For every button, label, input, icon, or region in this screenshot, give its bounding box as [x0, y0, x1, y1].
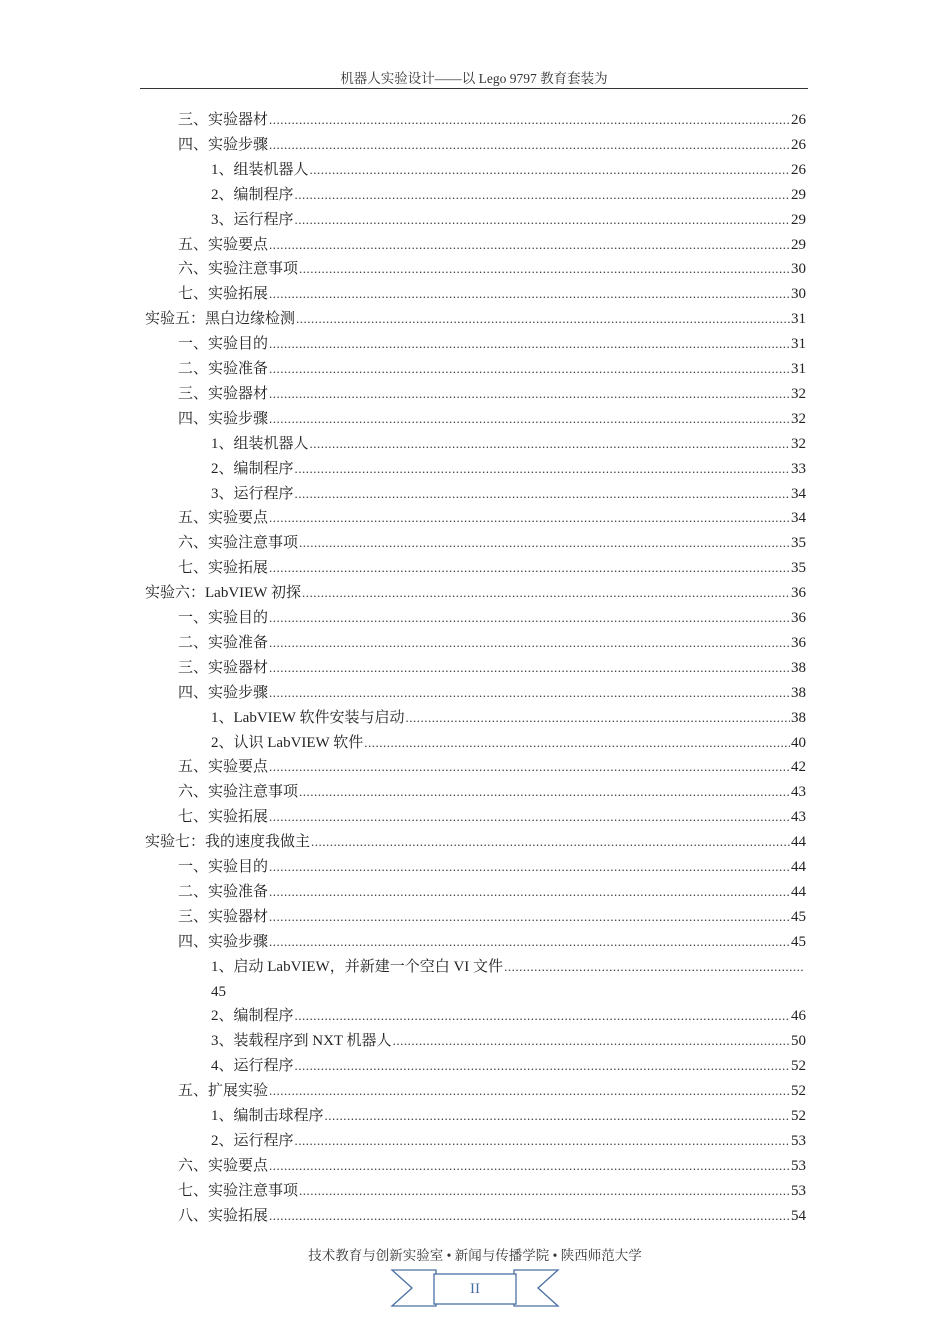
toc-leader-dots	[269, 408, 790, 430]
toc-entry-page: 38	[791, 684, 806, 701]
toc-entry[interactable]	[211, 732, 806, 754]
toc-entry[interactable]	[178, 906, 806, 928]
toc-entry-page: 45	[791, 933, 806, 950]
toc-leader-dots	[269, 881, 790, 903]
toc-entry-label: 六、实验注意事项	[178, 261, 299, 278]
toc-entry-label: 实验七：我的速度我做主	[145, 834, 311, 851]
toc-entry-page: 50	[791, 1033, 806, 1050]
toc-leader-dots	[269, 682, 790, 704]
toc-leader-dots	[269, 283, 790, 305]
toc-entry-label: 五、实验要点	[178, 759, 269, 776]
toc-entry-label: 五、实验要点	[178, 236, 269, 253]
toc-entry[interactable]	[211, 1005, 806, 1027]
toc-entry-page: 26	[791, 112, 806, 128]
running-header: 机器人实验设计——以 Lego 9797 教育套装为	[340, 71, 608, 86]
toc-entry-label: 二、实验准备	[178, 883, 269, 900]
toc-entry-page: 43	[791, 784, 806, 801]
toc-entry-page: 31	[791, 361, 806, 377]
toc-entry[interactable]	[178, 682, 806, 704]
toc-entry-page: 40	[791, 734, 806, 751]
toc-leader-dots	[269, 607, 790, 629]
toc-entry-page: 53	[791, 1182, 806, 1199]
toc-entry-label: 二、实验准备	[178, 634, 269, 651]
toc-entry-label: 1、LabVIEW 软件安装与启动	[211, 709, 405, 726]
toc-entry[interactable]	[211, 956, 806, 978]
toc-leader-dots	[269, 383, 790, 405]
toc-entry-label: 一、实验目的	[178, 336, 269, 353]
toc-entry[interactable]	[178, 507, 806, 529]
toc-leader-dots	[269, 856, 790, 878]
toc-leader-dots	[269, 806, 790, 828]
toc-entry[interactable]	[178, 234, 806, 256]
toc-entry-label: 三、实验器材	[178, 908, 269, 925]
toc-entry[interactable]	[178, 383, 806, 405]
toc-entry-label: 五、扩展实验	[178, 1083, 269, 1100]
toc-entry[interactable]	[178, 532, 806, 554]
toc-entry-label: 1、组装机器人	[211, 435, 309, 452]
toc-entry-label: 3、运行程序	[211, 211, 294, 228]
toc-entry[interactable]	[178, 1180, 806, 1202]
toc-entry-page: 36	[791, 634, 806, 651]
toc-leader-dots	[269, 134, 790, 156]
toc-leader-dots	[295, 483, 790, 505]
toc-entry-label: 实验六：LabVIEW 初探	[145, 585, 301, 602]
toc-entry-page: 52	[791, 1083, 806, 1100]
toc-leader-dots	[364, 732, 790, 754]
toc-leader-dots	[269, 557, 790, 579]
toc-leader-dots	[269, 632, 790, 654]
toc-leader-dots	[269, 1205, 790, 1227]
header-rule	[140, 88, 808, 89]
toc-entry-page: 53	[791, 1157, 806, 1174]
toc-entry[interactable]	[178, 856, 806, 878]
toc-entry-page: 26	[791, 136, 806, 153]
toc-entry-label: 45	[211, 983, 226, 1000]
toc-entry-label: 四、实验步骤	[178, 684, 269, 701]
toc-entry[interactable]	[178, 931, 806, 953]
toc-entry-page: 32	[791, 385, 806, 402]
toc-entry-page: 53	[791, 1132, 806, 1149]
toc-entry[interactable]	[211, 1130, 806, 1152]
toc-entry[interactable]	[145, 582, 806, 604]
toc-entry-label: 三、实验器材	[178, 112, 269, 128]
toc-entry-label: 四、实验步骤	[178, 410, 269, 427]
toc-entry[interactable]	[178, 109, 806, 131]
toc-entry[interactable]	[211, 483, 806, 505]
toc-leader-dots	[295, 458, 790, 480]
toc-entry-page: 38	[791, 709, 806, 726]
toc-leader-dots	[296, 308, 790, 330]
toc-entry-label: 1、组装机器人	[211, 161, 309, 178]
toc-entry-label: 七、实验拓展	[178, 560, 269, 577]
toc-entry-page: 31	[791, 311, 806, 328]
toc-entry-page: 38	[791, 659, 806, 676]
toc-entry[interactable]	[178, 333, 806, 355]
toc-entry[interactable]	[211, 433, 806, 455]
toc-leader-dots	[311, 831, 790, 853]
toc-entry-label: 一、实验目的	[178, 859, 269, 875]
toc-leader-dots	[299, 258, 790, 280]
toc-entry-page: 52	[791, 1058, 806, 1075]
toc-leader-dots	[299, 532, 790, 554]
toc-entry-label: 六、实验注意事项	[178, 535, 299, 552]
toc-leader-dots	[295, 1005, 790, 1027]
toc-entry[interactable]	[211, 159, 806, 181]
toc-entry-label: 三、实验器材	[178, 385, 269, 402]
toc-entry[interactable]	[178, 358, 806, 380]
toc-entry-page: 34	[791, 485, 806, 502]
toc-entry-page: 35	[791, 535, 806, 552]
toc-entry[interactable]	[178, 258, 806, 280]
toc-entry-page: 36	[791, 610, 806, 626]
toc-entry-page: 32	[791, 410, 806, 427]
toc-entry[interactable]	[211, 209, 806, 231]
toc-entry[interactable]	[211, 1105, 806, 1127]
toc-entry-label: 2、编制程序	[211, 460, 294, 477]
toc-leader-dots	[269, 906, 790, 928]
toc-entry-page: 29	[791, 236, 806, 253]
toc-entry-label: 四、实验步骤	[178, 136, 269, 153]
toc-entry[interactable]	[178, 756, 806, 778]
toc-entry-page: 29	[791, 211, 806, 228]
toc-leader-dots	[269, 1080, 790, 1102]
toc-leader-dots	[310, 433, 790, 455]
toc-leader-dots	[269, 109, 790, 131]
toc-leader-dots	[295, 209, 790, 231]
toc-entry-label: 三、实验器材	[178, 659, 269, 676]
toc-leader-dots	[295, 1055, 790, 1077]
toc-entry-label: 2、编制程序	[211, 1008, 294, 1025]
toc-entry-label: 3、运行程序	[211, 485, 294, 502]
toc-entry[interactable]	[178, 283, 806, 305]
toc-entry-page: 32	[791, 435, 806, 452]
toc-entry-label: 八、实验拓展	[178, 1207, 269, 1224]
toc-leader-dots	[299, 1180, 790, 1202]
toc-entry[interactable]	[211, 458, 806, 480]
toc-entry-label: 4、运行程序	[211, 1058, 294, 1075]
toc-entry-page: 54	[791, 1207, 806, 1224]
running-footer: 技术教育与创新实验室 • 新闻与传播学院 • 陕西师范大学	[308, 1248, 642, 1263]
toc-entry[interactable]	[145, 831, 806, 853]
toc-entry-page: 44	[791, 834, 806, 851]
toc-leader-dots	[302, 582, 790, 604]
toc-entry[interactable]	[211, 1055, 806, 1077]
toc-entry-label: 七、实验拓展	[178, 286, 269, 303]
toc-leader-dots	[325, 1105, 790, 1127]
toc-entry-label: 七、实验拓展	[178, 809, 269, 826]
toc-entry[interactable]	[211, 1030, 806, 1052]
toc-entry[interactable]	[178, 1155, 806, 1177]
toc-entry[interactable]	[178, 657, 806, 679]
toc-entry[interactable]	[178, 1205, 806, 1227]
toc-entry-page: 29	[791, 186, 806, 203]
toc-entry-label: 六、实验注意事项	[178, 784, 299, 801]
toc-entry-label: 一、实验目的	[178, 610, 269, 626]
toc-entry-label: 六、实验要点	[178, 1157, 269, 1174]
toc-entry-label: 二、实验准备	[178, 361, 269, 377]
toc-leader-dots	[269, 333, 790, 355]
toc-entry-page: 43	[791, 809, 806, 826]
toc-entry-page: 46	[791, 1008, 806, 1025]
toc-entry-label: 2、运行程序	[211, 1132, 294, 1149]
toc-leader-dots	[295, 184, 790, 206]
toc-entry-page: 36	[791, 585, 806, 602]
toc-leader-dots	[393, 1030, 790, 1052]
toc-entry[interactable]	[178, 632, 806, 654]
toc-entry[interactable]	[178, 607, 806, 629]
toc-entry-page: 45	[791, 908, 806, 925]
toc-entry-page: 26	[791, 161, 806, 178]
toc-leader-dots	[310, 159, 790, 181]
page-number: II	[470, 1281, 480, 1297]
toc-entry-label: 2、编制程序	[211, 186, 294, 203]
toc-entry-page: 33	[791, 460, 806, 477]
toc-entry-page: 44	[791, 859, 806, 875]
toc-entry[interactable]	[178, 806, 806, 828]
toc-entry-label: 四、实验步骤	[178, 933, 269, 950]
toc-entry[interactable]	[211, 981, 311, 1003]
toc-entry-page: 44	[791, 883, 806, 900]
toc-leader-dots	[504, 956, 805, 978]
toc-leader-dots	[269, 756, 790, 778]
toc-entry[interactable]	[178, 1080, 806, 1102]
toc-entry[interactable]	[178, 408, 806, 430]
toc-entry-label: 实验五：黑白边缘检测	[145, 311, 296, 328]
toc-entry-label: 七、实验注意事项	[178, 1182, 299, 1199]
toc-entry-page: 34	[791, 510, 806, 527]
toc-entry-page: 30	[791, 286, 806, 303]
toc-entry[interactable]	[178, 557, 806, 579]
toc-entry[interactable]	[178, 781, 806, 803]
toc-leader-dots	[295, 1130, 790, 1152]
toc-leader-dots	[269, 1155, 790, 1177]
toc-leader-dots	[299, 781, 790, 803]
toc-entry-page: 30	[791, 261, 806, 278]
toc-leader-dots	[269, 507, 790, 529]
toc-leader-dots	[269, 358, 790, 380]
toc-entry[interactable]	[211, 707, 806, 729]
toc-entry-page: 52	[791, 1108, 806, 1124]
toc-entry-label: 1、编制击球程序	[211, 1108, 324, 1124]
toc-leader-dots	[269, 931, 790, 953]
toc-entry[interactable]	[211, 184, 806, 206]
toc-leader-dots	[269, 234, 790, 256]
toc-entry-label: 五、实验要点	[178, 510, 269, 527]
toc-entry-page: 42	[791, 759, 806, 776]
toc-entry-label: 3、装载程序到 NXT 机器人	[211, 1033, 392, 1050]
toc-leader-dots	[269, 657, 790, 679]
toc-entry[interactable]	[178, 881, 806, 903]
toc-entry[interactable]	[145, 308, 806, 330]
toc-entry-label: 1、启动 LabVIEW，并新建一个空白 VI 文件	[211, 958, 504, 975]
toc-entry-label: 2、认识 LabVIEW 软件	[211, 734, 364, 751]
toc-leader-dots	[405, 707, 790, 729]
toc-entry[interactable]	[178, 134, 806, 156]
toc-entry-page: 35	[791, 560, 806, 577]
toc-entry-page: 31	[791, 336, 806, 353]
